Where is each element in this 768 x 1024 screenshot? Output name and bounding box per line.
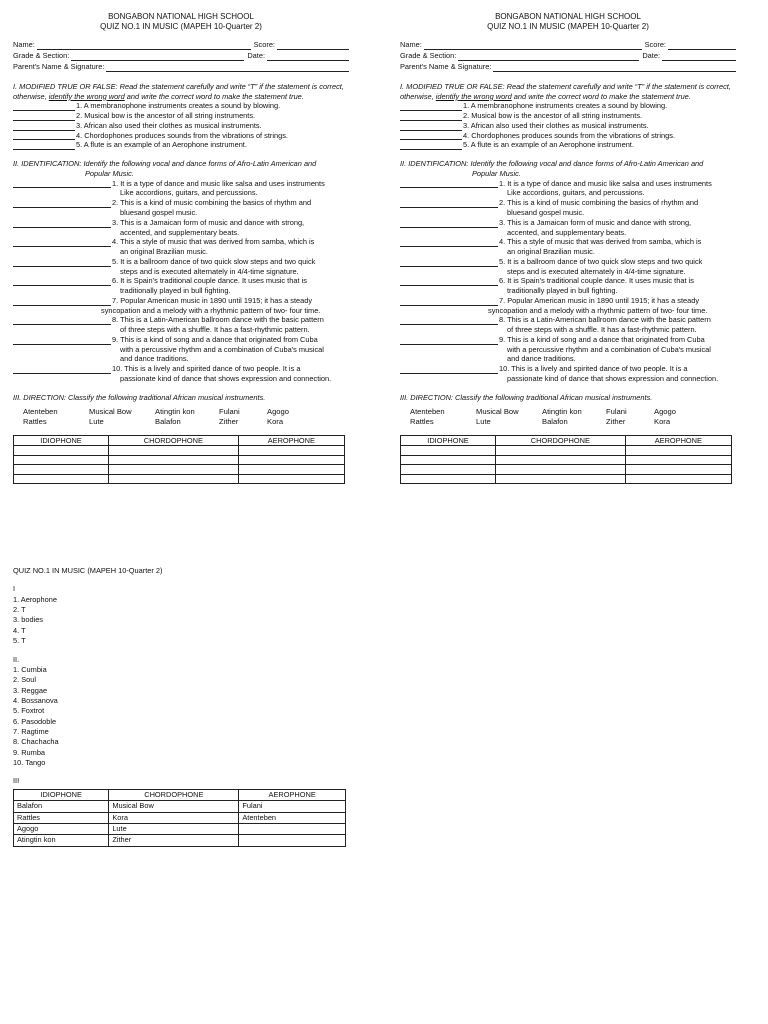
answer-blank[interactable] [13,180,111,188]
question-text-cont: passionate kind of dance that shows expression and connection. [120,373,332,383]
column-header-idiophone: IDIOPHONE [401,435,496,446]
classification-table [13,435,345,485]
question-text: 1. A membranophone instruments creates a sound by blowing. [463,101,668,111]
part1-instr-tail: and write the correct word to make the statement true. [511,91,691,101]
column-header-aerophone: AEROPHONE [239,789,346,800]
date-label: Date: [642,51,660,61]
table-cell: Musical Bow [109,801,239,812]
part1-item [400,111,736,121]
question-text: 6. It is Spain's traditional couple dance. It uses music that is [499,276,694,286]
part2-item [13,335,349,364]
part2-item [13,198,349,218]
table-cell[interactable] [109,446,239,456]
classification-table [400,435,732,485]
table-row [14,465,345,475]
table-cell[interactable] [401,455,496,465]
table-cell: Kora [109,812,239,823]
column-header-chordophone: CHORDOPHONE [109,789,239,800]
table-cell[interactable] [14,455,109,465]
instrument-name: Lute [89,416,104,426]
part1-instructions [13,82,349,102]
table-cell[interactable] [401,446,496,456]
table-cell[interactable] [109,455,239,465]
instrument-name: Musical Bow [476,406,519,416]
table-cell[interactable] [496,446,626,456]
part2-instr-line2: Popular Music. [472,168,521,178]
question-text: 3. This is a Jamaican form of music and dance with strong, [499,217,692,227]
answer-blank[interactable] [400,113,462,121]
question-text: 10. This is a lively and spirited dance of two people. It is a [499,364,688,374]
part2-item [400,335,736,364]
column-header-chordophone: CHORDOPHONE [109,435,239,446]
question-text: 5. It is a ballroom dance of two quick slow steps and two quick [112,256,316,266]
table-cell[interactable] [625,474,731,484]
answer-item: 3. Reggae [13,685,48,695]
grade-line[interactable] [71,52,244,61]
table-cell [239,823,346,834]
question-text-cont: accented, and supplementary beats. [120,227,240,237]
parent-row [400,61,736,72]
part2-item [400,276,736,296]
instrument-name: Balafon [542,416,568,426]
table-cell[interactable] [14,465,109,475]
question-text-cont: of three steps with a shuffle. It has a fast-rhythmic pattern. [120,325,310,335]
table-cell: Agogo [14,823,109,834]
question-text-cont: with a percussive rhythm and a combination of Cuba's musical [507,344,711,354]
instrument-name: Atenteben [23,406,58,416]
question-text-cont: traditionally played in bull fighting. [120,286,231,296]
answer-item: 5. T [13,636,26,646]
table-header-row [14,435,345,446]
instrument-name: Fulani [219,406,240,416]
parent-line[interactable] [493,63,736,72]
part2-item [13,315,349,335]
table-row [401,474,732,484]
answer-blank[interactable] [400,132,462,140]
answer-blank[interactable] [400,103,462,111]
answer-blank[interactable] [13,298,111,306]
instrument-list [23,407,349,427]
question-text: 8. This is a Latin-American ballroom dance with the basic pattern [499,315,711,325]
table-cell[interactable] [496,465,626,475]
table-cell: Rattles [14,812,109,823]
answer-blank[interactable] [13,113,75,121]
part1-instr-lead: I. MODIFIED TRUE OR FALSE: Read the statement carefully and write “T” if the statement is correct, otherwise, [13,81,344,101]
question-text: 5. A flute is an example of an Aerophone instrument. [76,140,247,150]
table-header-row [14,789,346,800]
instrument-name: Zither [606,416,626,426]
question-text: 3. African also used their clothes as musical instruments. [76,120,262,130]
answer-item: 5. Foxtrot [13,706,45,716]
question-text-cont: syncopation and a melody with a rhythmic pattern of two- four time. [488,305,708,315]
part1-item [400,140,736,150]
question-text-cont: an original Brazilian music. [507,247,595,257]
answer-blank[interactable] [400,366,498,374]
question-text: 7. Popular American music in 1890 until 1915; it has a steady [499,295,700,305]
part1-item [13,140,349,150]
part1-instr-underline: identify the wrong word [435,91,512,101]
part2-item [400,296,736,316]
question-text: 2. This is a kind of music combining the basics of rhythm and [499,198,699,208]
question-text-cont: of three steps with a shuffle. It has a fast-rhythmic pattern. [507,325,697,335]
answer-key-part3-label: III [13,776,20,786]
answer-item: 9. Rumba [13,747,46,757]
score-line[interactable] [277,41,349,50]
parent-line[interactable] [106,63,349,72]
answer-blank[interactable] [13,259,111,267]
instrument-name: Rattles [410,416,434,426]
part1-item [400,101,736,111]
table-cell [239,835,346,846]
column-header-idiophone: IDIOPHONE [14,789,109,800]
question-text: 1. It is a type of dance and music like salsa and uses instruments [499,178,712,188]
question-text: 3. This is a Jamaican form of music and dance with strong, [112,217,305,227]
date-line[interactable] [662,52,736,61]
question-text-cont: and dance traditions. [507,354,576,364]
answer-item: 4. T [13,625,26,635]
question-text: 1. It is a type of dance and music like salsa and uses instruments [112,178,325,188]
question-text-cont: syncopation and a melody with a rhythmic pattern of two- four time. [101,305,321,315]
answer-blank[interactable] [13,142,75,150]
score-line[interactable] [668,41,736,50]
question-text-cont: bluesand gospel music. [507,207,585,217]
grade-label: Grade & Section: [400,51,457,61]
answer-item: 4. Bossanova [13,695,58,705]
answer-key-part2-label: II. [13,654,20,664]
instrument-name: Atenteben [410,406,445,416]
table-cell: Atenteben [239,812,346,823]
part1-instr-tail: and write the correct word to make the statement true. [124,91,304,101]
answer-blank[interactable] [13,278,111,286]
part2-item [13,364,349,384]
column-header-aerophone: AEROPHONE [625,435,731,446]
part2-item [13,296,349,316]
part2-items [400,179,736,384]
question-text: 4. This a style of music that was derived from samba, which is [112,237,315,247]
answer-blank[interactable] [400,180,498,188]
answer-blank[interactable] [400,337,498,345]
table-cell[interactable] [496,455,626,465]
answer-blank[interactable] [400,123,462,131]
table-cell[interactable] [14,474,109,484]
part2-item [400,364,736,384]
column-header-aerophone: AEROPHONE [238,435,344,446]
date-label: Date: [247,51,265,61]
answer-key-part2-list [13,665,353,769]
table-cell[interactable] [238,455,344,465]
question-text: 2. Musical bow is the ancestor of all string instruments. [76,111,256,121]
table-row [14,835,346,846]
part2-item [400,237,736,257]
table-row [14,474,345,484]
question-text: 10. This is a lively and spirited dance of two people. It is a [112,364,301,374]
table-row [14,455,345,465]
name-score-row [400,39,736,50]
table-row [14,446,345,456]
name-line[interactable] [37,41,251,50]
part3-instructions: III. DIRECTION: Classify the following traditional African musical instruments. [400,392,653,402]
name-line[interactable] [424,41,642,50]
table-row [14,801,346,812]
question-text: 2. Musical bow is the ancestor of all string instruments. [463,111,643,121]
part1-item [13,111,349,121]
question-text: 9. This is a kind of song and a dance that originated from Cuba [499,334,705,344]
instrument-name: Kora [267,416,284,426]
grade-date-row [13,50,349,61]
part2-instr-line1: II. IDENTIFICATION: Identify the following vocal and dance forms of Afro-Latin American and [13,159,317,169]
part1-item [13,121,349,131]
part1-items [13,101,349,150]
school-name: BONGABON NATIONAL HIGH SCHOOL [495,12,641,21]
answer-blank[interactable] [13,103,75,111]
part1-item [400,131,736,141]
column-header-idiophone: IDIOPHONE [14,435,109,446]
table-row [14,823,346,834]
question-text-cont: passionate kind of dance that shows expression and connection. [507,373,719,383]
instrument-name: Fulani [606,406,627,416]
instrument-name: Balafon [155,416,181,426]
question-text-cont: bluesand gospel music. [120,207,198,217]
grade-line[interactable] [458,52,639,61]
table-cell[interactable] [14,446,109,456]
question-text-cont: Like accordions, guitars, and percussions. [120,188,258,198]
name-label: Name: [13,40,35,50]
grade-label: Grade & Section: [13,51,70,61]
question-text-cont: steps and is executed alternately in 4/4-time signature. [120,266,299,276]
answer-blank[interactable] [400,239,498,247]
score-label: Score: [644,40,666,50]
answer-blank[interactable] [400,142,462,150]
answer-blank[interactable] [13,239,111,247]
table-row [401,446,732,456]
table-cell[interactable] [401,465,496,475]
answer-blank[interactable] [400,278,498,286]
part1-instr-lead: I. MODIFIED TRUE OR FALSE: Read the statement carefully and write “T” if the statement is correct, otherwise, [400,81,731,101]
table-cell[interactable] [625,455,731,465]
part2-item [13,276,349,296]
question-text: 5. It is a ballroom dance of two quick slow steps and two quick [499,256,703,266]
instrument-name: Atingtin kon [155,406,195,416]
answer-key-title: QUIZ NO.1 IN MUSIC (MAPEH 10-Quarter 2) [13,566,163,575]
column-header-chordophone: CHORDOPHONE [496,435,626,446]
table-cell[interactable] [496,474,626,484]
answer-item: 8. Chachacha [13,737,59,747]
part2-item [13,237,349,257]
answer-item: 6. Pasodoble [13,716,57,726]
table-cell[interactable] [625,446,731,456]
question-text-cont: and dance traditions. [120,354,189,364]
table-cell: Atingtin kon [14,835,109,846]
table-row [401,455,732,465]
part2-item [400,257,736,277]
answer-blank[interactable] [13,337,111,345]
question-text: 4. Chordophones produces sounds from the vibrations of strings. [463,130,675,140]
part2-item [400,179,736,199]
instrument-name: Rattles [23,416,47,426]
part2-items [13,179,349,384]
answer-item: 1. Cumbia [13,664,47,674]
part2-instr-line2: Popular Music. [85,168,134,178]
name-score-row [13,39,349,50]
table-row [401,465,732,475]
part1-item [13,101,349,111]
answer-item: 1. Aerophone [13,594,57,604]
instrument-name: Lute [476,416,491,426]
question-text: 9. This is a kind of song and a dance that originated from Cuba [112,334,318,344]
instrument-name: Musical Bow [89,406,132,416]
quiz-copy-right [400,12,736,484]
table-cell[interactable] [625,465,731,475]
answer-blank[interactable] [400,259,498,267]
answer-key-part1-list [13,595,353,647]
answer-item: 10. Tango [13,758,46,768]
answer-blank[interactable] [400,220,498,228]
question-text-cont: an original Brazilian music. [120,247,208,257]
answer-blank[interactable] [400,298,498,306]
table-cell[interactable] [109,474,239,484]
answer-blank[interactable] [13,317,111,325]
table-cell[interactable] [238,465,344,475]
school-name: BONGABON NATIONAL HIGH SCHOOL [108,12,254,21]
part2-item [13,218,349,238]
answer-blank[interactable] [13,200,111,208]
question-text-cont: with a percussive rhythm and a combination of Cuba's musical [120,344,324,354]
table-cell: Zither [109,835,239,846]
answer-blank[interactable] [400,317,498,325]
part2-instr-line1: II. IDENTIFICATION: Identify the following vocal and dance forms of Afro-Latin American and [400,159,704,169]
part1-item [400,121,736,131]
question-text-cont: accented, and supplementary beats. [507,227,627,237]
table-cell: Lute [109,823,239,834]
answer-item: 3. bodies [13,615,43,625]
question-text: 4. This a style of music that was derived from samba, which is [499,237,702,247]
table-cell[interactable] [238,474,344,484]
part1-instr-underline: identify the wrong word [48,91,125,101]
answer-key-table [13,789,346,847]
answer-blank[interactable] [13,366,111,374]
score-label: Score: [253,40,275,50]
question-text-cont: steps and is executed alternately in 4/4-time signature. [507,266,686,276]
quiz-copy-left [13,12,349,484]
answer-blank[interactable] [400,200,498,208]
part1-instructions [400,82,736,102]
part2-item [13,257,349,277]
grade-date-row [400,50,736,61]
part1-items [400,101,736,150]
instrument-list [410,407,736,427]
quiz-title: QUIZ NO.1 IN MUSIC (MAPEH 10-Quarter 2) [100,22,262,32]
question-text-cont: traditionally played in bull fighting. [507,286,618,296]
answer-key [13,566,353,847]
date-line[interactable] [267,52,349,61]
quiz-title: QUIZ NO.1 IN MUSIC (MAPEH 10-Quarter 2) [487,22,649,32]
parent-label: Parent's Name & Signature: [13,62,105,72]
part2-item [400,198,736,218]
instrument-name: Kora [654,416,671,426]
instrument-name: Agogo [267,406,289,416]
question-text: 7. Popular American music in 1890 until 1915; it has a steady [112,295,313,305]
answer-item: 7. Ragtime [13,727,49,737]
table-header-row [401,435,732,446]
table-cell[interactable] [238,446,344,456]
part2-instructions [13,159,349,179]
table-cell: Fulani [239,801,346,812]
question-text: 4. Chordophones produces sounds from the vibrations of strings. [76,130,288,140]
part2-item [400,218,736,238]
table-cell: Balafon [14,801,109,812]
question-text: 6. It is Spain's traditional couple dance. It uses music that is [112,276,307,286]
answer-item: 2. Soul [13,675,37,685]
part2-item [400,315,736,335]
table-cell[interactable] [109,465,239,475]
instrument-name: Atingtin kon [542,406,582,416]
question-text: 5. A flute is an example of an Aerophone instrument. [463,140,634,150]
parent-label: Parent's Name & Signature: [400,62,492,72]
part2-item [13,179,349,199]
answer-key-part1-label: I [13,584,16,594]
answer-item: 2. T [13,605,26,615]
part2-instructions [400,159,736,179]
answer-blank[interactable] [13,220,111,228]
table-row [14,812,346,823]
question-text: 2. This is a kind of music combining the basics of rhythm and [112,198,312,208]
question-text-cont: Like accordions, guitars, and percussions. [507,188,645,198]
question-text: 3. African also used their clothes as musical instruments. [463,120,649,130]
instrument-name: Agogo [654,406,676,416]
name-label: Name: [400,40,422,50]
answer-blank[interactable] [13,123,75,131]
part3-instructions: III. DIRECTION: Classify the following traditional African musical instruments. [13,392,266,402]
table-cell[interactable] [401,474,496,484]
answer-blank[interactable] [13,132,75,140]
question-text: 8. This is a Latin-American ballroom dance with the basic pattern [112,315,324,325]
part1-item [13,131,349,141]
question-text: 1. A membranophone instruments creates a sound by blowing. [76,101,281,111]
parent-row [13,61,349,72]
instrument-name: Zither [219,416,239,426]
